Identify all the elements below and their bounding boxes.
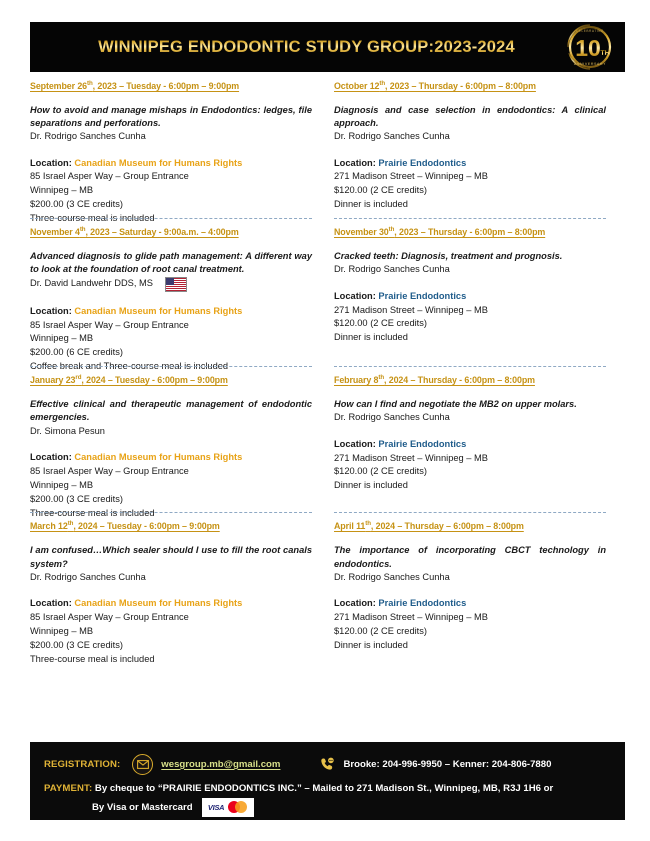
session-location	[334, 290, 606, 304]
session-address: 85 Israel Asper Way – Group Entrance	[30, 171, 189, 182]
page-title: WINNIPEG ENDODONTIC STUDY GROUP:2023-2024	[98, 38, 557, 57]
session-price: $200.00 (3 CE credits)	[30, 493, 124, 504]
usa-flag-icon	[165, 277, 187, 292]
session-price: $200.00 (6 CE credits)	[30, 347, 124, 358]
session-city: Winnipeg – MB	[30, 479, 94, 490]
payment-row	[44, 781, 613, 797]
session-venue: Prairie Endodontics	[378, 438, 467, 449]
session-location	[30, 451, 312, 465]
session-price: $200.00 (3 CE credits)	[30, 639, 124, 650]
session-topic: Diagnosis and case selection in endodontics: A clinical approach.	[334, 104, 606, 129]
session-topic: How can I find and negotiate the MB2 on upper molars.	[334, 399, 577, 410]
session-price: $120.00 (2 CE credits)	[334, 318, 428, 329]
session-inclusions: Dinner is included	[334, 332, 408, 343]
phone-icon	[320, 757, 335, 772]
session-card	[30, 226, 334, 374]
session-venue: Prairie Endodontics	[378, 157, 467, 168]
session-location	[334, 157, 606, 171]
session-address: 85 Israel Asper Way – Group Entrance	[30, 465, 189, 476]
session-speaker: Dr. Simona Pesun	[30, 425, 105, 436]
session-card	[334, 374, 628, 520]
payment-label: PAYMENT:	[44, 783, 93, 794]
visa-logo-icon: VISA	[207, 802, 225, 812]
session-date: January 23rd, 2024 – Tuesday - 6:00pm – 9:00pm	[30, 374, 228, 386]
session-speaker: Dr. Rodrigo Sanches Cunha	[334, 264, 450, 275]
session-topic: Cracked teeth: Diagnosis, treatment and prognosis.	[334, 251, 563, 262]
session-card	[30, 520, 334, 666]
session-inclusions: Dinner is included	[334, 639, 408, 650]
registration-row	[44, 751, 613, 777]
session-location	[30, 305, 312, 319]
session-address: 85 Israel Asper Way – Group Entrance	[30, 319, 189, 330]
session-date: April 11th, 2024 – Thursday – 6:00pm – 8:00pm	[334, 520, 524, 532]
location-label: Location:	[30, 305, 75, 316]
location-label: Location:	[334, 290, 379, 301]
session-topic: How to avoid and manage mishaps in Endodontics: ledges, file separations and perforations.	[30, 104, 312, 129]
session-topic: Advanced diagnosis to glide path management: A different way to look at the foundation of root canal treatment.	[30, 251, 312, 275]
session-card	[30, 374, 334, 520]
session-address: 271 Madison Street – Winnipeg – MB	[334, 452, 488, 463]
location-label: Location:	[30, 157, 75, 168]
session-date: November 4th, 2023 – Saturday - 9:00a.m. – 4:00pm	[30, 226, 239, 238]
session-address: 271 Madison Street – Winnipeg – MB	[334, 171, 488, 182]
contact-phone-numbers: Brooke: 204-996-9950 – Kenner: 204-806-7880	[343, 758, 552, 770]
session-city: Winnipeg – MB	[30, 625, 94, 636]
svg-text:CELEBRATING: CELEBRATING	[576, 29, 604, 33]
session-inclusions: Three-course meal is included	[30, 507, 155, 518]
session-venue: Prairie Endodontics	[378, 598, 467, 608]
session-venue: Canadian Museum for Humans Rights	[74, 598, 243, 608]
registration-email-link[interactable]: wesgroup.mb@gmail.com	[161, 758, 281, 770]
session-inclusions: Three-course meal is included	[30, 213, 155, 224]
mastercard-logo-icon	[228, 801, 247, 813]
session-venue: Prairie Endodontics	[378, 290, 467, 301]
session-price: $120.00 (2 CE credits)	[334, 466, 428, 477]
session-location	[30, 157, 312, 171]
payment-instructions: By cheque to “PRAIRIE ENDODONTICS INC.” – Mailed to 271 Madison St., Winnipeg, MB, R3J 1H6 or	[94, 783, 554, 794]
session-date: February 8th, 2024 – Thursday - 6:00pm – 8:00pm	[334, 374, 535, 386]
envelope-icon	[132, 754, 153, 775]
header-banner	[30, 22, 625, 72]
session-speaker: Dr. Rodrigo Sanches Cunha	[30, 131, 146, 142]
session-list	[30, 80, 628, 667]
location-label: Location:	[334, 598, 379, 608]
session-address: 271 Madison Street – Winnipeg – MB	[334, 304, 488, 315]
location-label: Location:	[30, 598, 75, 608]
session-venue: Canadian Museum for Humans Rights	[74, 305, 243, 316]
session-venue: Canadian Museum for Humans Rights	[74, 157, 243, 168]
registration-label: REGISTRATION:	[44, 758, 121, 770]
session-city: Winnipeg – MB	[30, 185, 94, 196]
session-price: $120.00 (2 CE credits)	[334, 625, 428, 636]
svg-text:TH: TH	[600, 50, 610, 57]
session-address: 271 Madison Street – Winnipeg – MB	[334, 611, 488, 622]
card-brand-badge	[202, 798, 254, 817]
location-label: Location:	[30, 451, 75, 462]
session-price: $200.00 (3 CE credits)	[30, 199, 124, 210]
session-card	[30, 80, 334, 226]
session-location	[334, 597, 606, 611]
session-location	[334, 438, 606, 452]
svg-text:ANNIVERSARY: ANNIVERSARY	[573, 62, 607, 66]
card-payment-text: By Visa or Mastercard	[92, 801, 193, 813]
location-label: Location:	[334, 438, 379, 449]
session-price: $120.00 (2 CE credits)	[334, 185, 428, 196]
session-address: 85 Israel Asper Way – Group Entrance	[30, 611, 189, 622]
location-label: Location:	[334, 157, 379, 168]
session-date: October 12th, 2023 – Thursday - 6:00pm – 8:00pm	[334, 80, 536, 91]
anniversary-logo-icon	[557, 23, 619, 71]
session-venue: Canadian Museum for Humans Rights	[74, 451, 243, 462]
session-speaker: Dr. Rodrigo Sanches Cunha	[334, 412, 450, 423]
session-card	[334, 520, 628, 666]
session-topic: Effective clinical and therapeutic management of endodontic emergencies.	[30, 399, 312, 423]
session-inclusions: Dinner is included	[334, 480, 408, 491]
session-card	[334, 226, 628, 374]
session-card	[334, 80, 628, 226]
session-date: September 26th, 2023 – Tuesday - 6:00pm – 9:00pm	[30, 80, 240, 91]
session-location	[30, 597, 312, 611]
session-inclusions: Three-course meal is included	[30, 653, 155, 664]
session-inclusions: Coffee break and Three-course meal is included	[30, 361, 229, 372]
footer-contact-bar	[30, 742, 625, 820]
card-payment-row	[44, 798, 613, 817]
session-speaker: Dr. Rodrigo Sanches Cunha	[334, 571, 450, 582]
session-speaker: Dr. Rodrigo Sanches Cunha	[334, 131, 450, 142]
session-date: November 30th, 2023 – Thursday - 6:00pm – 8:00pm	[334, 226, 546, 238]
session-inclusions: Dinner is included	[334, 199, 408, 210]
session-date: March 12th, 2024 – Tuesday - 6:00pm – 9:00pm	[30, 520, 220, 532]
svg-text:10: 10	[575, 35, 601, 61]
session-topic: I am confused…Which sealer should I use to fill the root canals system?	[30, 545, 312, 569]
session-topic: The importance of incorporating CBCT technology in endodontics.	[334, 545, 606, 569]
session-speaker: Dr. David Landwehr DDS, MS	[30, 277, 312, 292]
session-speaker: Dr. Rodrigo Sanches Cunha	[30, 571, 146, 582]
session-city: Winnipeg – MB	[30, 333, 94, 344]
